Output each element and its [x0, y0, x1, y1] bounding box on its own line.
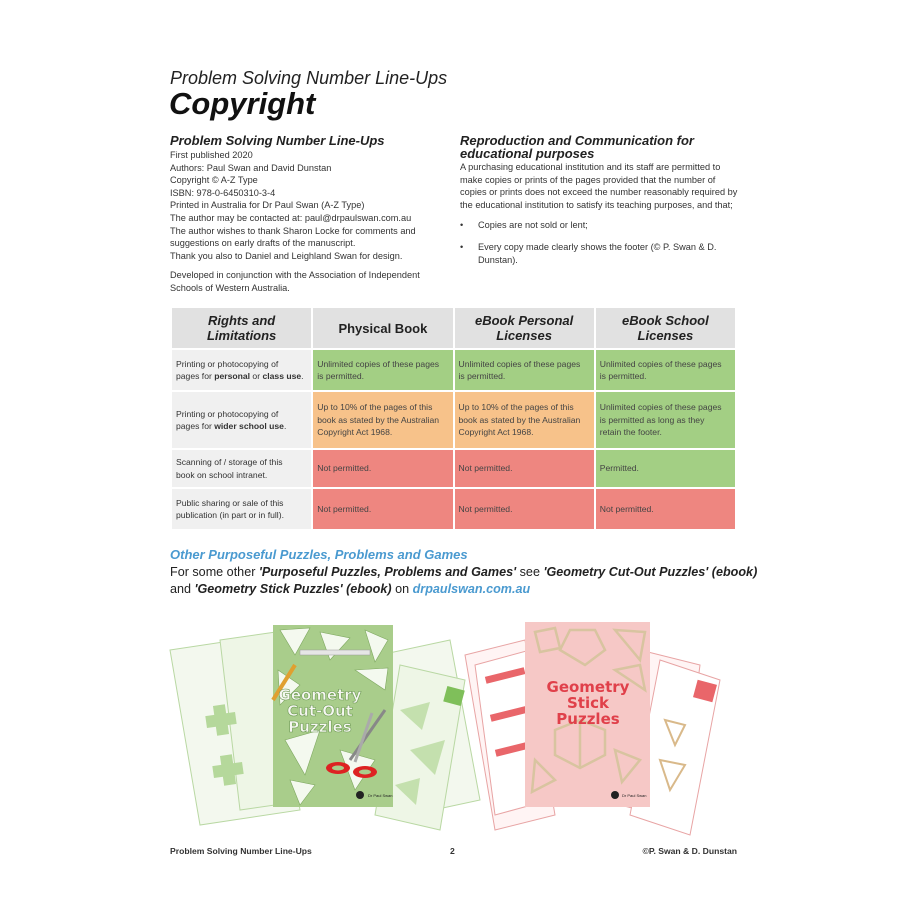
info-line: First published 2020 [170, 150, 253, 160]
book-info-heading: Problem Solving Number Line-Ups [170, 133, 385, 148]
reproduction-line: A purchasing educational institution and its staff are permitted to [460, 162, 721, 172]
cutout-cover [273, 625, 393, 807]
table-row [172, 450, 735, 487]
page-title: Copyright [169, 86, 316, 121]
info-line: suggestions on early drafts of the manuscript. [170, 238, 356, 249]
footer-copyright: ©P. Swan & D. Dunstan [642, 846, 737, 856]
cell-ebook-school: Unlimited copies of these pages is permitted as long as they retain the footer. [596, 392, 735, 448]
books-illustration [160, 610, 750, 840]
header-ebook-personal: eBook Personal Licenses [455, 308, 594, 348]
stick-title-line: Geometry [546, 678, 630, 696]
reproduction-text [460, 161, 740, 266]
bullet-item: • Copies are not sold or lent; [460, 219, 740, 232]
stick-title-line: Stick [567, 694, 609, 712]
info-line: Authors: Paul Swan and David Dunstan [170, 162, 332, 173]
cell-physical: Not permitted. [313, 450, 452, 487]
cell-ebook-personal: Unlimited copies of these pages is permitted. [455, 350, 594, 390]
table-row [172, 392, 735, 448]
info-line: The author may be contacted at: paul@drpaulswan.com.au [170, 212, 412, 223]
cell-ebook-personal: Not permitted. [455, 489, 594, 529]
rights-table [170, 306, 737, 531]
other-heading: Other Purposeful Puzzles, Problems and Games [170, 547, 468, 562]
cell-ebook-school: Unlimited copies of these pages is permitted. [596, 350, 735, 390]
info-line: Printed in Australia for Dr Paul Swan (A-Z Type) [170, 200, 365, 211]
other-text: For some other 'Purposeful Puzzles, Problems and Games' see 'Geometry Cut-Out Puzzles' (ebook) and 'Geometry Stick Puzzles' (ebook) on drpaulswan.com.au [170, 565, 758, 596]
header-rights: Rights and Limitations [172, 308, 311, 348]
bullet-item: • Every copy made clearly shows the footer (© P. Swan & D. Dunstan). [460, 241, 740, 266]
cell-physical: Unlimited copies of these pages is permitted. [313, 350, 452, 390]
info-line: Thank you also to Daniel and Leighland Swan for design. [170, 250, 403, 261]
header-physical-book: Physical Book [313, 308, 452, 348]
info-line: The author wishes to thank Sharon Locke for comments and [170, 225, 416, 236]
cell-physical: Up to 10% of the pages of this book as stated by the Australian Copyright Act 1968. [313, 392, 452, 448]
cutout-title-line: Cut-Out [287, 702, 353, 720]
series-title: Problem Solving Number Line-Ups [170, 68, 448, 88]
cell-ebook-personal: Not permitted. [455, 450, 594, 487]
page-number: 2 [450, 846, 455, 856]
book-info [170, 134, 420, 295]
cutout-title-line: Geometry [278, 686, 362, 704]
footer-title: Problem Solving Number Line-Ups [170, 846, 312, 856]
table-row [172, 489, 735, 529]
reproduction-section [460, 134, 740, 266]
cell-ebook-school: Permitted. [596, 450, 735, 487]
cutout-title-line: Puzzles [288, 718, 352, 736]
website-link[interactable]: drpaulswan.com.au [412, 582, 531, 596]
stick-title-line: Puzzles [556, 710, 620, 728]
cell-ebook-personal: Up to 10% of the pages of this book as stated by the Australian Copyright Act 1968. [455, 392, 594, 448]
table-header-row [172, 308, 735, 348]
info-line: ISBN: 978-0-6450310-3-4 [170, 187, 276, 198]
reproduction-heading: Reproduction and Communication for educational purposes [460, 133, 694, 161]
developed-line: Developed in conjunction with the Association of Independent [170, 270, 420, 281]
row-label: Scanning of / storage of this book on school intranet. [172, 450, 311, 487]
reproduction-line: copies or prints does not exceed the number reasonably required by [460, 187, 738, 198]
cell-physical: Not permitted. [313, 489, 452, 529]
cutout-publisher: Dr Paul Swan [368, 793, 393, 798]
book-info-lines [170, 149, 420, 295]
stick-cover [525, 622, 650, 807]
reproduction-line: the educational institution to satisfy its teaching purposes, and that; [460, 199, 733, 210]
row-label: Printing or photocopying of pages for personal or class use. [172, 350, 311, 390]
reproduction-line: make copies or prints of the pages provided that the number of [460, 174, 716, 185]
info-line: Copyright © A-Z Type [170, 175, 258, 186]
stick-publisher: Dr Paul Swan [622, 793, 647, 798]
header-ebook-school: eBook School Licenses [596, 308, 735, 348]
developed-line: Schools of Western Australia. [170, 282, 290, 293]
row-label: Public sharing or sale of this publication (in part or in full). [172, 489, 311, 529]
cell-ebook-school: Not permitted. [596, 489, 735, 529]
table-row [172, 350, 735, 390]
row-label: Printing or photocopying of pages for wider school use. [172, 392, 311, 448]
